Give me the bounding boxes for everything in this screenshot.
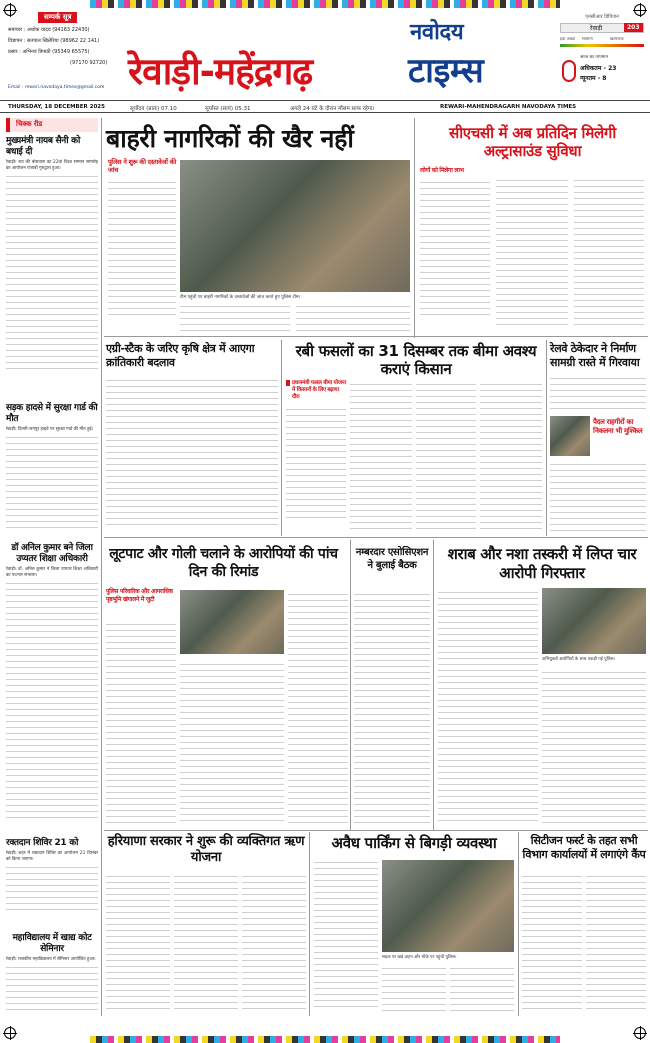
- sidebar-excerpt: रेवाड़ी। दिल्ली-जयपुर हाइवे पर सुरक्षा गार्ड की मौत हुई।: [6, 427, 94, 432]
- remand-kicker: पुलिस परिवारिक और आपराधिक पृष्ठभूमि खंगालने में जुटी: [106, 588, 173, 603]
- sidebar-label: चिक्क रीड: [6, 118, 98, 132]
- liquor-photo: [542, 588, 646, 654]
- sidebar-story: [6, 933, 98, 1013]
- railway-photo: [550, 416, 590, 456]
- color-registration-strip-bottom: [90, 1036, 560, 1043]
- citizen-headline: सिटीजन फर्स्ट के तहत सभी विभाग कार्यालयों में लगाएंगे कैंप: [522, 834, 646, 861]
- lead-photo-caption: टीम पहुंची पर बाहरी नागरिकों के दस्तावेजों की जांच करते हुए पुलिस टीम।: [180, 295, 301, 300]
- brand: [128, 12, 570, 97]
- railway-headline: रेलवे ठेकेदार ने निर्माण सामग्री रास्ते में गिरवाया: [550, 342, 640, 369]
- sidebar-story: [6, 838, 98, 913]
- weather-label: आज का तापमान: [580, 55, 609, 60]
- color-registration-strip-top: [90, 0, 560, 8]
- city: रेवाड़ी: [590, 25, 603, 32]
- liquor-headline: शराब और नशा तस्करी में लिप्त चार आरोपी गिरफ्तार: [447, 545, 637, 582]
- lead-kicker: पुलिस ने शुरू की दस्तावेजों की जांच: [108, 158, 177, 174]
- remand-kicker-box: [106, 588, 176, 604]
- lead-photo: [180, 160, 410, 292]
- paper-name: REWARI-MAHENDRAGARH NAVODAYA TIMES: [440, 104, 577, 110]
- sidebar-headline: सड़क हादसे में सुरक्षा गार्ड की मौत: [6, 403, 98, 424]
- contact-news: समाचार : अशोक यादव (94163 22430): [8, 27, 90, 33]
- edition-box: [560, 14, 644, 98]
- parking-photo-caption: सड़क पर खड़े वाहन और मौके पर पहुंची पुलिस।: [382, 955, 457, 960]
- top-right-kicker-box: [420, 166, 490, 318]
- contacts-box: [8, 12, 126, 96]
- sidebar-excerpt: रेवाड़ी। राव की बोरावास का 22वां विश्व सम्मान समारोह का आयोजन पंजाबी गुरुद्वारा हुआ।: [6, 160, 98, 171]
- sidebar-story: [6, 136, 98, 370]
- numberdar-headline: नम्बरदार एसोसिएशन ने बुलाई बैठक: [355, 547, 429, 571]
- remand-photo: [180, 590, 284, 654]
- sidebar-headline: डॉ अनिल कुमार बने जिला उप्यतर शिक्षा अधिकारी: [11, 543, 93, 564]
- liquor-photo-caption: अभियुक्तों आरोपियों के साथ पकड़ी गई पुलिस।: [542, 657, 616, 662]
- email[interactable]: Email : rewari.navodaya.times@gmail.com: [8, 85, 105, 90]
- dateline: [0, 100, 650, 113]
- railway-kicker-box: [593, 418, 646, 436]
- sidebar-headline: महाविद्यालय में खाद्य कोट सेमिनार: [12, 933, 92, 954]
- sidebar-story: [6, 543, 98, 819]
- region-tag: एनसीआर डिविजन: [585, 14, 619, 20]
- tagline: अगले 24 घंटे के दौरान मौसम साफ रहेगा।: [290, 106, 375, 112]
- registration-mark-icon: [634, 1027, 646, 1039]
- sunrise: सूर्योदय (प्रातः) 07.10: [130, 106, 177, 112]
- brand-right: टाइम्स: [408, 51, 484, 91]
- sidebar-excerpt: रेवाड़ी। डॉ. अनिल कुमार ने जिला उप्यतर शिक्षा अधिकारी का पदभार संभाला।: [6, 567, 98, 578]
- contact-circulation-alt: (97170 92720): [70, 60, 108, 66]
- thermometer-icon: [562, 60, 576, 82]
- registration-mark-icon: [4, 1027, 16, 1039]
- haryana-headline: हरियाणा सरकार ने शुरू की व्यक्तिगत ऋण योजना: [107, 834, 305, 865]
- top-right-headline: सीएचसी में अब प्रतिदिन मिलेगी अल्ट्रासाउंड सुविधा: [449, 124, 616, 160]
- parking-photo: [382, 860, 514, 952]
- temp-max: अधिकतम - 23: [580, 65, 617, 72]
- top-right-kicker: लोगों को मिलेगा लाभ: [420, 167, 464, 174]
- sidebar-story: [6, 403, 98, 533]
- sidebar-excerpt: रेवाड़ी। शहर में रक्तदान शिविर का आयोजन 21 दिसंबर को किया जाएगा।: [6, 851, 98, 862]
- contact-ads: विज्ञापन : सतपाल खिलेरिया (98962 22 141): [8, 38, 100, 44]
- sunset: सूर्यास्त (सायं) 05.31: [205, 106, 251, 112]
- contact-circulation: प्रसार : अभिनव त्रिपाठी (95349 65575): [8, 49, 90, 55]
- parking-headline: अवैध पार्किंग से बिगड़ी व्यवस्था: [331, 834, 497, 852]
- date: THURSDAY, 18 DECEMBER 2025: [8, 104, 105, 110]
- remand-headline: लूटपाट और गोली चलाने के आरोपियों की पांच दिन की रिमांड: [109, 546, 338, 580]
- numberdar-body: [354, 590, 430, 825]
- agri-body: [106, 376, 278, 526]
- rabi-kicker-box: [286, 380, 346, 520]
- edition-number: 203: [624, 23, 643, 32]
- sidebar-headline: मुख्यमंत्री नायब सैनी को बधाई दी: [6, 136, 81, 157]
- brand-top: नवोदय: [410, 20, 464, 45]
- rabi-kicker: प्रधानमंत्री फसल बीमा योजना में किसानों के लिए बढ़ाया दौरा: [292, 380, 346, 400]
- railway-kicker: पैदल राहगीरों का निकलना भी मुश्किल: [593, 418, 643, 435]
- brand-left: रेवाड़ी-महेंद्रगढ़: [128, 50, 313, 93]
- aqi-danger: खतरनाक: [610, 36, 624, 41]
- aqi-normal: सामान्य: [582, 36, 593, 41]
- temp-min: न्यूनतम - 8: [580, 75, 607, 82]
- aqi-label: हवा अच्छा: [560, 36, 576, 41]
- sidebar: [6, 118, 98, 1016]
- sidebar-excerpt: रेवाड़ी। राजकीय महाविद्यालय में सेमिनार आयोजित हुआ।: [6, 957, 96, 962]
- contacts-title: सम्पर्क सूत्र: [38, 12, 77, 23]
- lead-kicker-box: [108, 158, 176, 316]
- rabi-headline: रबी फसलों का 31 दिसम्बर तक बीमा अवश्य कराएं किसान: [295, 342, 537, 378]
- agri-headline: एग्री-स्टैक के जरिए कृषि क्षेत्र में आएगा क्रांतिकारी बदलाव: [106, 342, 255, 369]
- lead-headline: बाहरी नागरिकों की खैर नहीं: [106, 124, 354, 153]
- sidebar-headline: रक्तदान शिविर 21 को: [6, 838, 79, 848]
